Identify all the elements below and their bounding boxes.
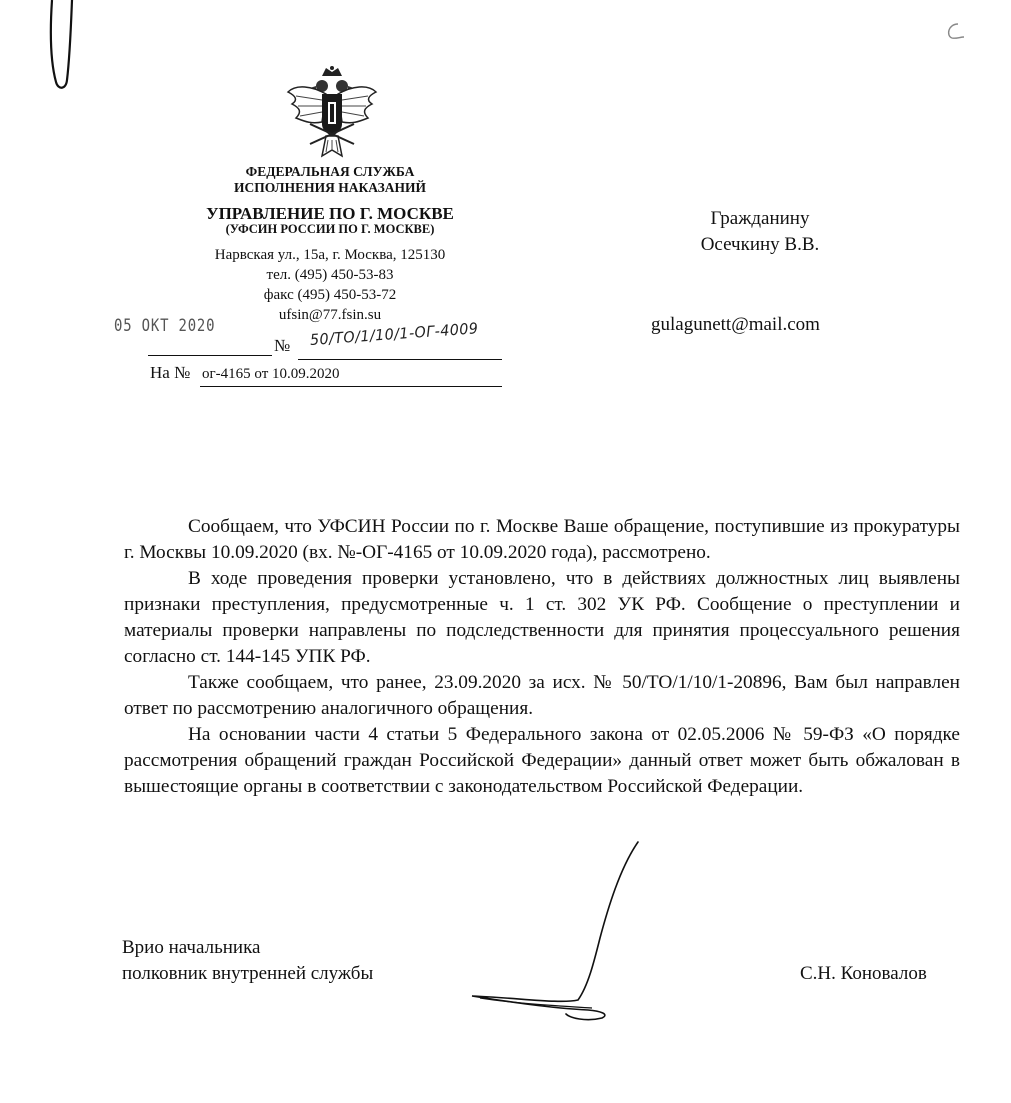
recipient-email: gulagunett@mail.com [651,314,820,335]
double-headed-eagle-emblem-icon [282,66,382,164]
handwritten-registration-number: 50/ТО/1/10/1-ОГ-4009 [309,319,479,349]
handwritten-loop-mark-icon [40,0,90,95]
signer-position-line2: полковник внутренней службы [122,963,374,984]
body-paragraph: В ходе проведения проверки установлено, что в действиях должностных лиц выявлены признаки преступления, предусмотренные ч. 1 ст. 302 УК РФ. Сообщение о преступлении и материалы проверки направлены по подследственности для принятия процессуального решения согласно ст. 144-145 УПК РФ. [124,568,960,667]
org-address: Нарвская ул., 15а, г. Москва, 125130 [214,247,446,263]
org-name-line1: ФЕДЕРАЛЬНАЯ СЛУЖБА [245,164,415,179]
department-name: УПРАВЛЕНИЕ ПО Г. МОСКВЕ [206,204,454,223]
reference-label: На № [150,363,191,382]
registration-date-stamp: 05 ОКТ 2020 [114,316,216,336]
number-sign: № [274,336,291,355]
reference-value: ог-4165 от 10.09.2020 [202,366,340,382]
org-name-line2: ИСПОЛНЕНИЯ НАКАЗАНИЙ [233,180,427,195]
number-underline-left [148,355,272,356]
number-underline-right [298,359,502,360]
pencil-mark-icon [938,18,968,48]
reference-underline [200,386,502,387]
body-paragraph: Также сообщаем, что ранее, 23.09.2020 за исх. № 50/ТО/1/10/1-20896, Вам был направлен ответ по рассмотрению аналогичного обращения. [124,672,960,719]
body-paragraph: Сообщаем, что УФСИН России по г. Москве Ваше обращение, поступившие из прокуратуры г. Москвы 10.09.2020 (вх. №-ОГ-4165 от 10.09.2020 года), рассмотрено. [124,516,960,563]
signer-name: С.Н. Коновалов [800,963,927,984]
recipient-title: Гражданину [710,208,810,229]
body-paragraph: На основании части 4 статьи 5 Федерального закона от 02.05.2006 № 59-ФЗ «О порядке рассмотрения обращений граждан Российской Федерации» данный ответ может быть обжалован в вышестоящие органы в соответствии с законодательством Российской Федерации. [124,724,960,797]
letter-body [124,514,960,800]
department-short-name: (УФСИН РОССИИ ПО Г. МОСКВЕ) [225,222,435,236]
recipient-name: Осечкину В.В. [700,234,820,255]
signer-position-line1: Врио начальника [122,937,261,958]
org-phone: тел. (495) 450-53-83 [266,267,394,283]
handwritten-signature-icon [460,838,660,1028]
org-email: ufsin@77.fsin.su [278,307,382,323]
org-fax: факс (495) 450-53-72 [263,287,397,303]
